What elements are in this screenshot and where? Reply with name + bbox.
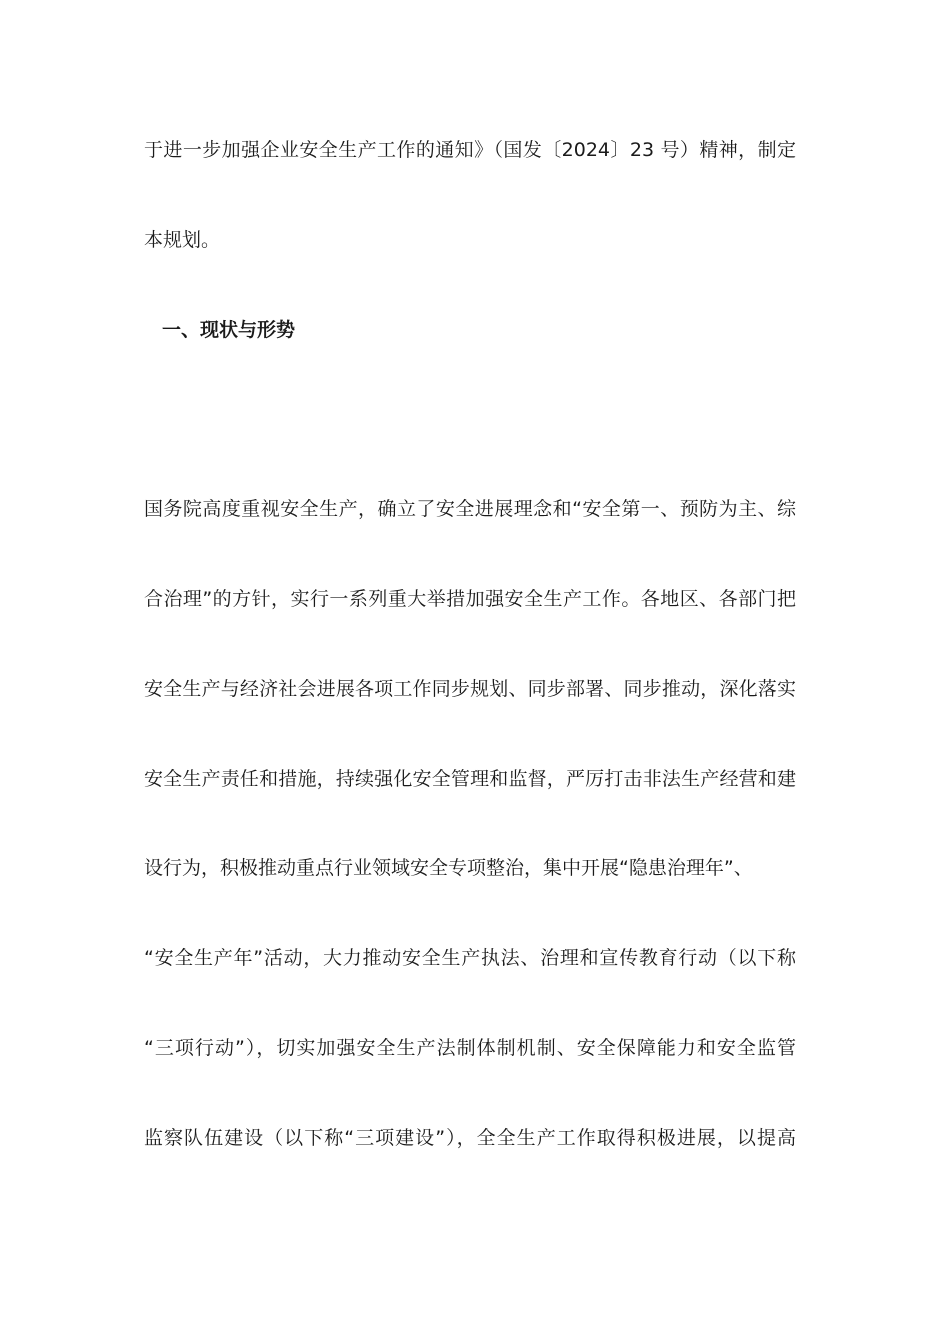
body-line-2: 合治理”的方针，实行一系列重大举措加强安全生产工作。各地区、各部门把 (144, 588, 796, 610)
section-heading: 一、现状与形势 (162, 319, 296, 341)
body-line-5: 设行为，积极推动重点行业领域安全专项整治，集中开展“隐患治理年”、 (144, 857, 753, 879)
body-line-4: 安全生产责任和措施，持续强化安全管理和监督，严厉打击非法生产经营和建 (144, 768, 796, 790)
body-line-8: 监察队伍建设（以下称“三项建设”），全全生产工作取得积极进展，以提高 (144, 1127, 796, 1149)
intro-line-2: 本规划。 (144, 229, 221, 251)
body-line-3: 安全生产与经济社会进展各项工作同步规划、同步部署、同步推动，深化落实 (144, 678, 796, 700)
body-line-1: 国务院高度重视安全生产，确立了安全进展理念和“安全第一、预防为主、综 (144, 498, 796, 520)
body-line-6: “安全生产年”活动，大力推动安全生产执法、治理和宣传教育行动（以下称 (144, 947, 796, 969)
intro-line-1: 于进一步加强企业安全生产工作的通知》（国发〔2024〕23 号）精神，制定 (144, 139, 796, 161)
body-line-7: “三项行动”），切实加强安全生产法制体制机制、安全保障能力和安全监管 (144, 1037, 796, 1059)
